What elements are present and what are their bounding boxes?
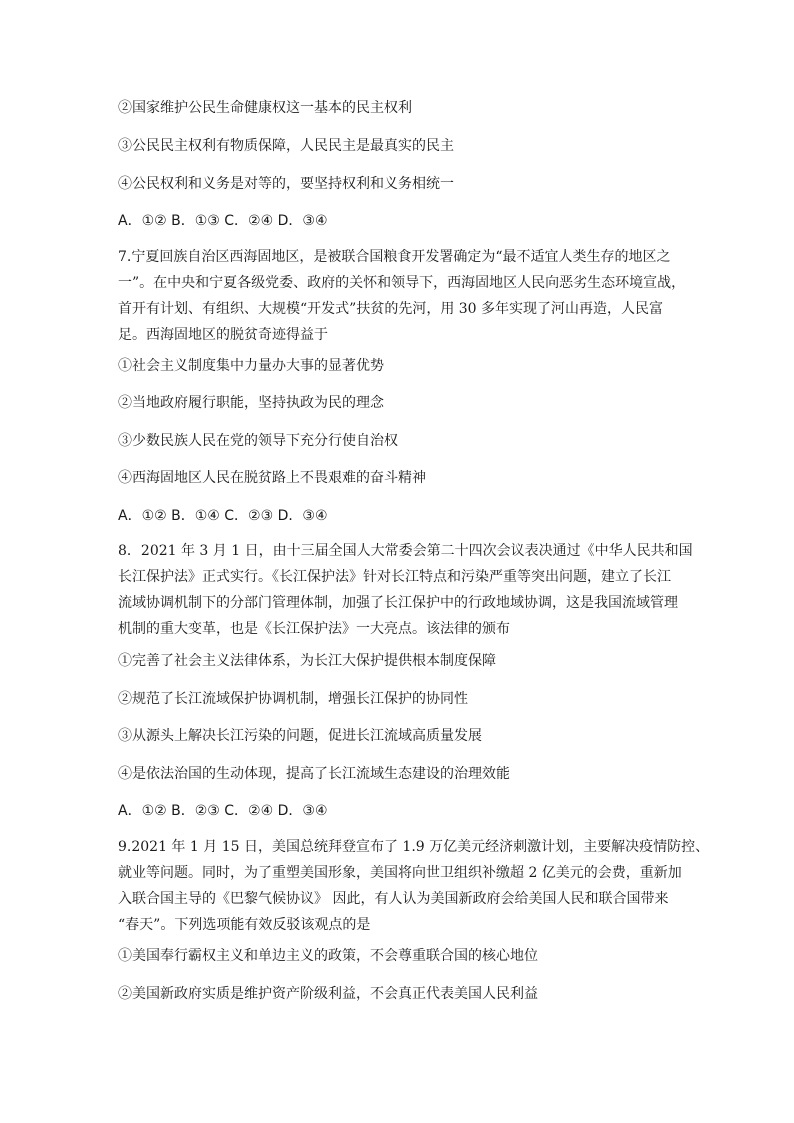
q6-option-4: ④公民权利和义务是对等的，要坚持权利和义务相统一 [118,176,454,192]
q7-option-3: ③少数民族人民在党的领导下充分行使自治权 [118,433,398,449]
q7-stem-line: 一”。在中央和宁夏各级党委、政府的关怀和领导下，西海固地区人民向恶劣生态环境宣战， [118,275,686,291]
q8-option-3: ③从源头上解决长江污染的问题，促进长江流域高质量发展 [118,728,482,744]
q7-stem-line: 7.宁夏回族自治区西海固地区，是被联合国粮食开发署确定为“最不适宜人类生存的地区之 [118,249,671,265]
q6-answer-choices: A．①② B．①③ C．②④ D．③④ [118,213,328,229]
q8-stem-line: 8．2021 年 3 月 1 日，由十三届全国人大常委会第二十四次会议表决通过《中华人民共和国 [118,543,693,559]
q6-option-2: ②国家维护公民生命健康权这一基本的民主权利 [118,100,412,116]
q6-option-3: ③公民民主权利有物质保障，人民民主是最真实的民主 [118,138,454,154]
q9-stem-line: “春天”。下列选项能有效反驳该观点的是 [118,917,371,933]
q7-stem-line: 首开有计划、有组织、大规模“开发式”扶贫的先河，用 30 多年实现了河山再造，人民富 [118,301,664,317]
q9-option-1: ①美国奉行霸权主义和单边主义的政策，不会尊重联合国的核心地位 [118,948,538,964]
q9-stem-line: 9.2021 年 1 月 15 日，美国总统拜登宣布了 1.9 万亿美元经济刺激计划，主要解决疫情防控、 [118,839,710,855]
q9-stem-line: 入联合国主导的《巴黎气候协议》 因此，有人认为美国新政府会给美国人民和联合国带来 [118,891,669,907]
q7-answer-choices: A．①② B．①④ C．②③ D．③④ [118,508,328,524]
q7-stem-line: 足。西海固地区的脱贫奇迹得益于 [118,327,328,343]
q7-option-2: ②当地政府履行职能，坚持执政为民的理念 [118,395,384,411]
q8-stem-line: 流域协调机制下的分部门管理体制，加强了长江保护中的行政地域协调，这是我国流域管理 [118,595,678,611]
q8-stem-line: 长江保护法》正式实行。《长江保护法》针对长江特点和污染严重等突出问题，建立了长江 [118,569,671,585]
q8-answer-choices: A．①② B．②③ C．②④ D．③④ [118,803,328,819]
q7-option-1: ①社会主义制度集中力量办大事的显著优势 [118,358,384,374]
q7-option-4: ④西海固地区人民在脱贫路上不畏艰难的奋斗精神 [118,470,426,486]
q9-option-2: ②美国新政府实质是维护资产阶级利益，不会真正代表美国人民利益 [118,986,538,1002]
q8-option-2: ②规范了长江流域保护协调机制，增强长江保护的协同性 [118,691,468,707]
q8-option-4: ④是依法治国的生动体现，提高了长江流域生态建设的治理效能 [118,766,510,782]
q9-stem-line: 就业等问题。同时，为了重塑美国形象，美国将向世卫组织补缴超 2 亿美元的会费，重新加 [118,865,682,881]
q8-option-1: ①完善了社会主义法律体系，为长江大保护提供根本制度保障 [118,653,496,669]
q9-stem [118,834,710,938]
q8-stem-line: 机制的重大变革，也是《长江保护法》一大亮点。该法律的颁布 [118,621,510,637]
q7-stem [118,244,686,348]
q8-stem [118,538,693,642]
